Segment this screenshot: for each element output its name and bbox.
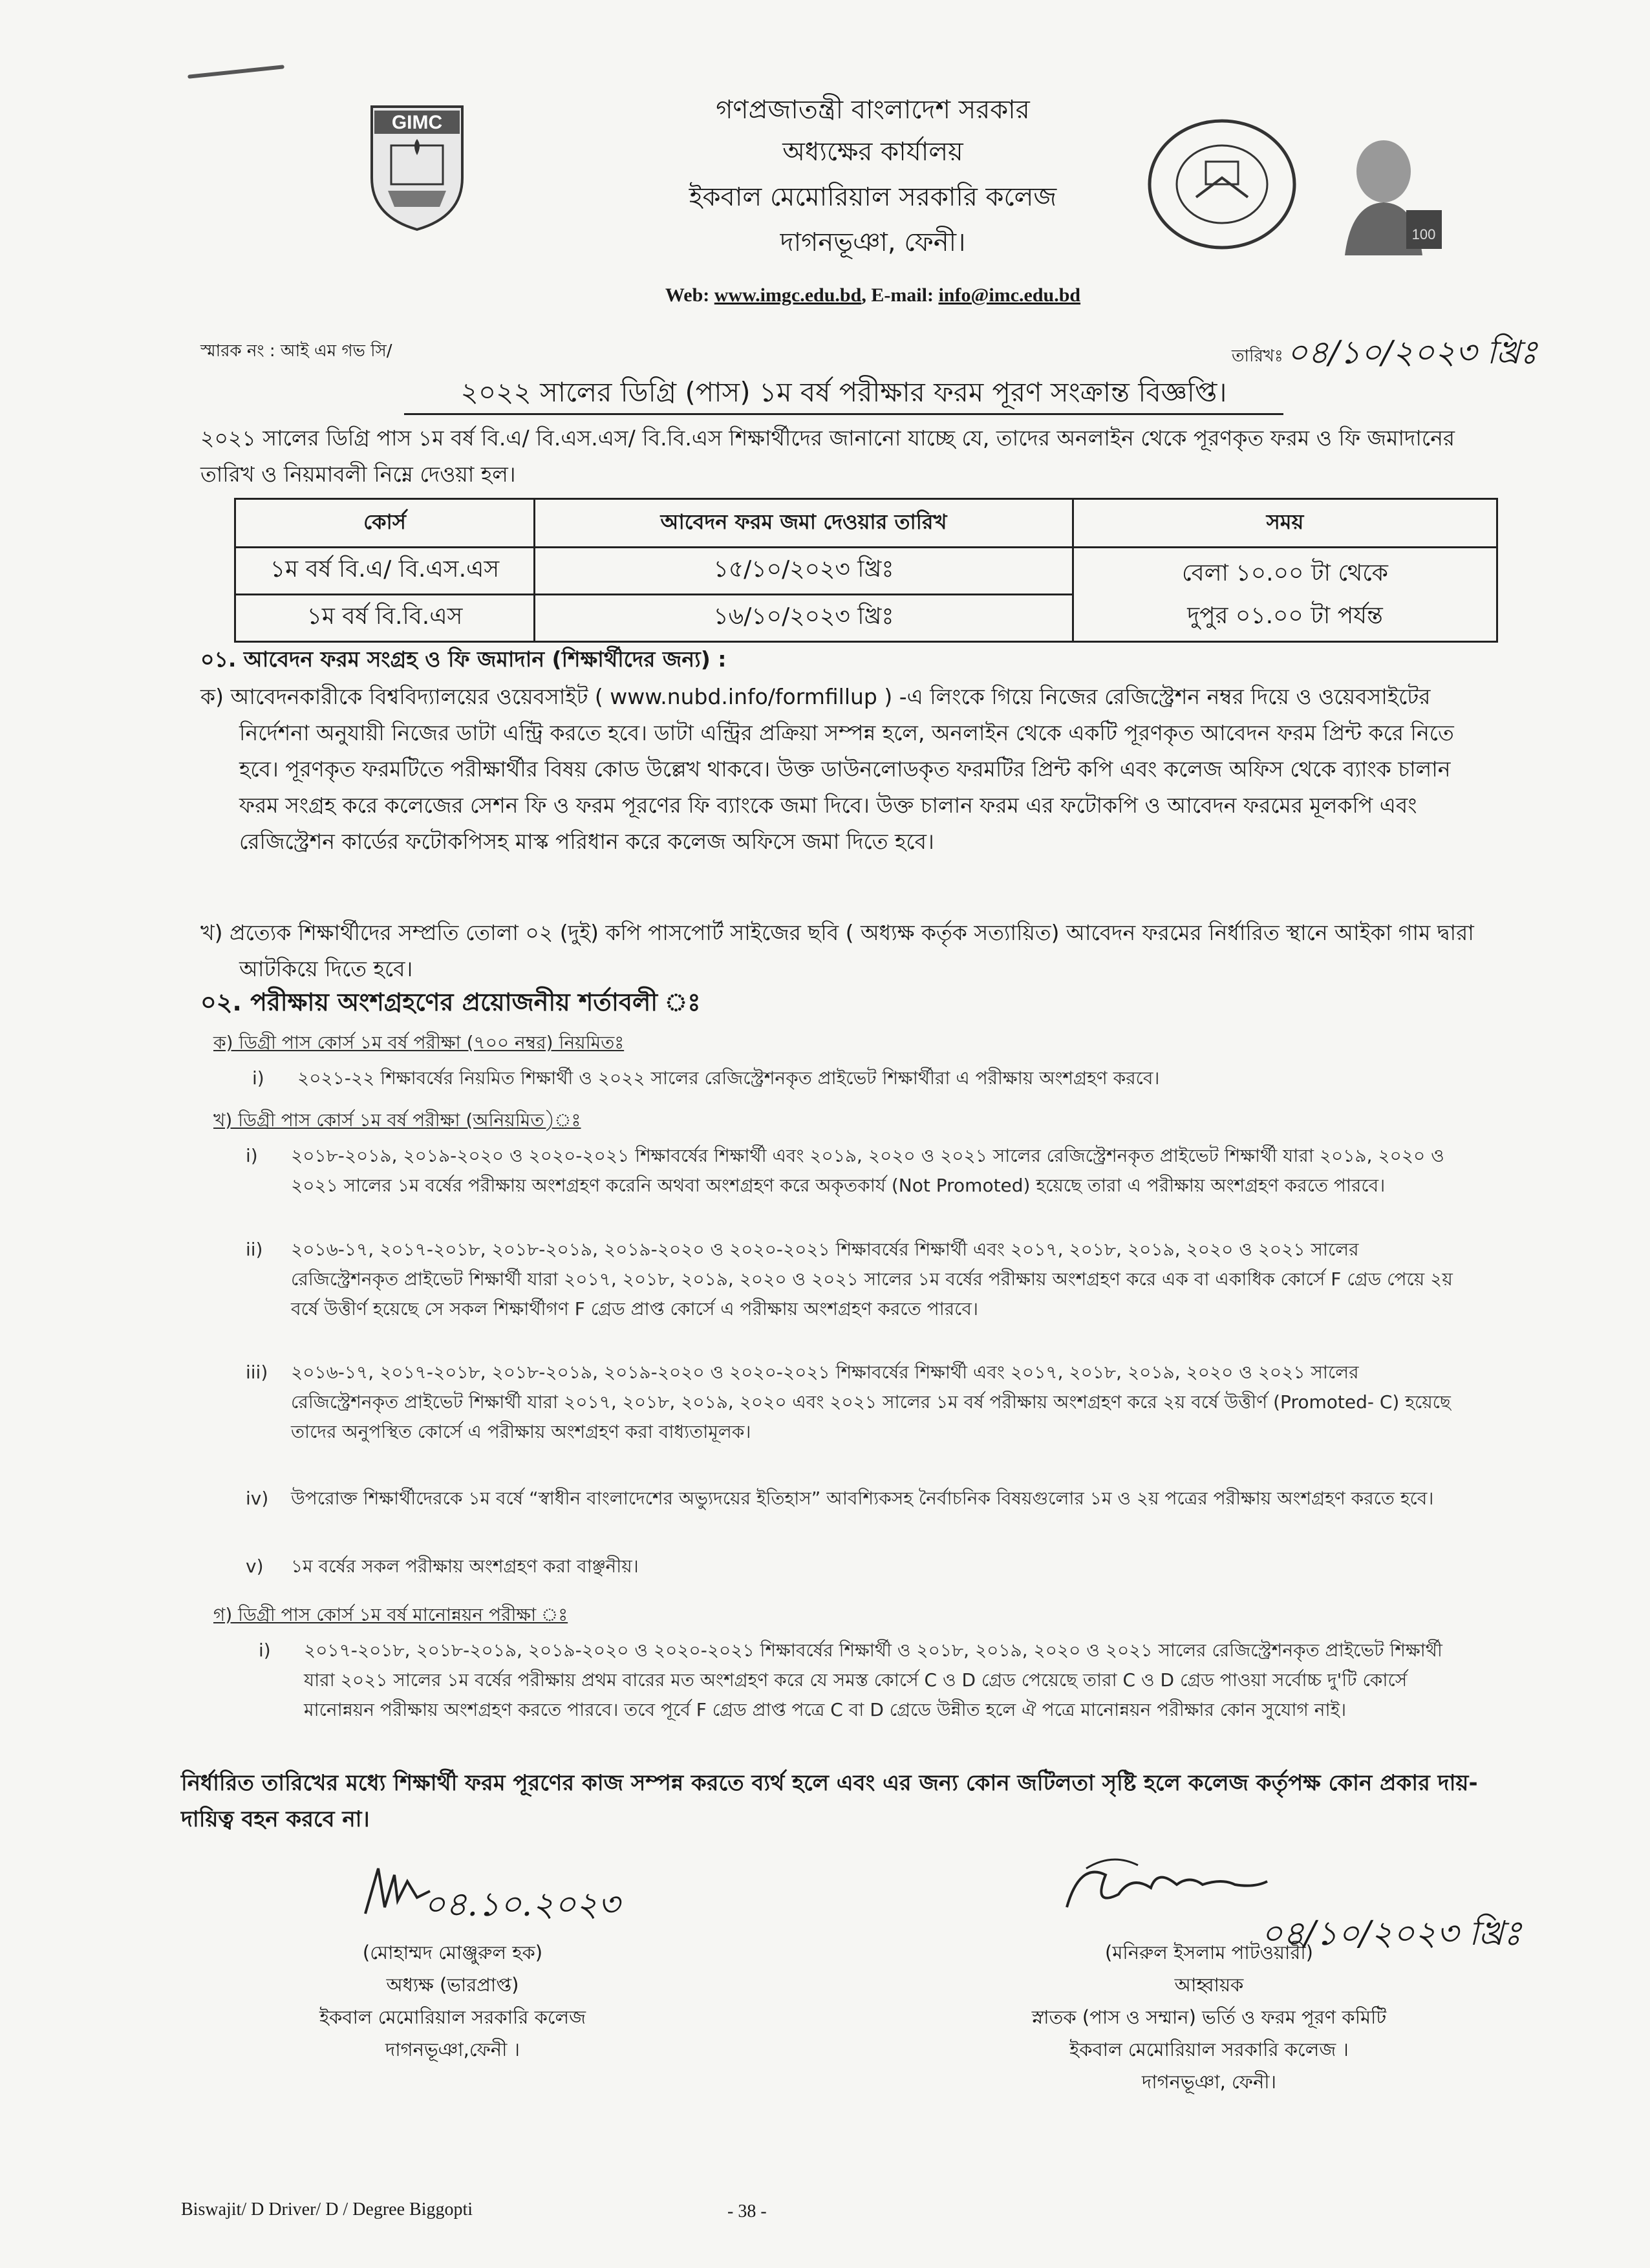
item-number: iii) bbox=[246, 1362, 268, 1383]
signatory-right bbox=[976, 1936, 1442, 2098]
notice-title: ২০২২ সালের ডিগ্রি (পাস) ১ম বর্ষ পরীক্ষার ফরম পূরণ সংক্রান্ত বিজ্ঞপ্তি। bbox=[404, 372, 1283, 415]
left-handwritten-date: ০৪.১০.২০২৩ bbox=[423, 1885, 620, 1924]
section1-heading: ০১. আবেদন ফরম সংগ্রহ ও ফি জমাদান (শিক্ষার্থীদের জন্য) : bbox=[200, 647, 727, 672]
convener-name: (মনিরুল ইসলাম পাটওয়ারী) bbox=[1105, 1942, 1313, 1963]
header-course: কোর্স bbox=[235, 499, 535, 548]
convener-org: ইকবাল মেমোরিয়াল সরকারি কলেজ । bbox=[1069, 2038, 1349, 2060]
course-cell: ১ম বর্ষ বি.এ/ বি.এস.এস bbox=[235, 548, 535, 595]
right-handwritten-date: ০৪/১০/২০২৩ খ্রিঃ bbox=[1261, 1914, 1522, 1953]
principal-place: দাগনভূঞা,ফেনী । bbox=[385, 2038, 520, 2060]
item-text: ২০১৬-১৭, ২০১৭-২০১৮, ২০১৮-২০১৯, ২০১৯-২০২০ ও ২০২০-২০২১ শিক্ষাবর্ষের শিক্ষার্থী এবং ২০১৭, ২০১৮, ২০১৯, ২০২০ ও ২০২১ সালের রেজিস্ট্রেশনকৃত প্রাইভেট শিক্ষার্থী যারা ২০১৭, ২০১৮, ২০১৯, ২০২০ ও ২০২১ সালের ১ম বর্ষের পরীক্ষায় অংশগ্রহণ করে এক বা একাধিক কোর্সে F গ্রেড পেয়ে ২য় বর্ষে উত্তীর্ণ হয়েছে সে সকল শিক্ষার্থীগণ F গ্রেড প্রাপ্ত কোর্সে এ পরীক্ষায় অংশগ্রহণ করতে পারবে। bbox=[291, 1239, 1453, 1320]
email-label: , E-mail: bbox=[861, 284, 934, 306]
logo-lettering: GIMC bbox=[391, 112, 443, 133]
list-item bbox=[246, 1358, 1461, 1447]
item-number: i) bbox=[246, 1145, 258, 1166]
time-start: বেলা ১০.০০ টা থেকে bbox=[1182, 559, 1388, 586]
course-cell: ১ম বর্ষ বি.বি.এস bbox=[235, 595, 535, 642]
header-date: আবেদন ফরম জমা দেওয়ার তারিখ bbox=[535, 499, 1073, 548]
handwritten-date: ০৪/১০/২০২৩ খ্রিঃ bbox=[1287, 334, 1538, 371]
item-text: ২০১৬-১৭, ২০১৭-২০১৮, ২০১৮-২০১৯, ২০১৯-২০২০ ও ২০২০-২০২১ শিক্ষাবর্ষের শিক্ষার্থী এবং ২০১৭, ২০১৮, ২০১৯, ২০২০ ও ২০২১ সালের রেজিস্ট্রেশনকৃত প্রাইভেট শিক্ষার্থী যারা ২০১৭, ২০১৮, ২০১৯, ২০২০ এবং ২০২১ সালের ১ম বর্ষ পরীক্ষায় অংশগ্রহণ করে ২য় বর্ষে উত্তীর্ণ (Promoted- C) হয়েছে তাদের অনুপস্থিত কোর্সে এ পরীক্ষায় অংশগ্রহণ করা বাধ্যতামূলক। bbox=[291, 1362, 1451, 1442]
staple-mark bbox=[188, 65, 284, 79]
table-row bbox=[235, 548, 1497, 595]
memo-ref: স্মারক নং : আই এম গভ সি/ bbox=[200, 341, 392, 361]
item-text: ২০২১-২২ শিক্ষাবর্ষের নিয়মিত শিক্ষার্থী ও ২০২২ সালের রেজিস্ট্রেশনকৃত প্রাইভেট শিক্ষার্থীরা এ পরীক্ষায় অংশগ্রহণ করবে। bbox=[297, 1067, 1160, 1089]
item-text: ১ম বর্ষের সকল পরীক্ষায় অংশগ্রহণ করা বাঞ্ছনীয়। bbox=[291, 1556, 639, 1577]
time-end: দুপুর ০১.০০ টা পর্যন্ত bbox=[1187, 602, 1383, 629]
list-item bbox=[246, 1484, 1461, 1514]
date-cell: ১৬/১০/২০২৩ খ্রিঃ bbox=[535, 595, 1073, 642]
item-text: ২০১৭-২০১৮, ২০১৮-২০১৯, ২০১৯-২০২০ ও ২০২০-২০২১ শিক্ষাবর্ষের শিক্ষার্থী ও ২০১৮, ২০১৯, ২০২০ ও ২০২১ সালের রেজিস্ট্রেশনকৃত প্রাইভেট শিক্ষার্থী যারা ২০২১ সালের ১ম বর্ষের পরীক্ষায় প্রথম বারের মত অংশগ্রহণ করে যে সমস্ত কোর্সে C ও D গ্রেড পেয়েছে তারা C ও D গ্রেড পাওয়া সর্বোচ্চ দু'টি কোর্সে মানোন্নয়ন পরীক্ষায় অংশগ্রহণ করতে পারবে। তবে পূর্বে F গ্রেড প্রাপ্ত পত্রে C বা D গ্রেডে উন্নীত হলে ঐ পত্রে মানোন্নয়ন পরীক্ষার কোন সুযোগ নাই। bbox=[304, 1640, 1442, 1720]
college-name: ইকবাল মেমোরিয়াল সরকারি কলেজ bbox=[689, 182, 1057, 212]
item-number: i) bbox=[252, 1067, 264, 1089]
date-label: তারিখঃ bbox=[1232, 347, 1283, 366]
education-seal bbox=[1144, 116, 1300, 252]
date-cell: ১৫/১০/২০২৩ খ্রিঃ bbox=[535, 548, 1073, 595]
item-text: ২০১৮-২০১৯, ২০১৯-২০২০ ও ২০২০-২০২১ শিক্ষাবর্ষের শিক্ষার্থী এবং ২০১৯, ২০২০ ও ২০২১ সালের রেজিস্ট্রেশনকৃত প্রাইভেট শিক্ষার্থী যারা ২০১৯, ২০২০ ও ২০২১ সালের ১ম বর্ষের পরীক্ষায় অংশগ্রহণ করেনি অথবা অংশগ্রহণ করে অকৃতকার্য (Not Promoted) হয়েছে তারা এ পরীক্ষায় অংশগ্রহণ করতে পারবে। bbox=[291, 1145, 1444, 1196]
office-name: অধ্যক্ষের কার্যালয় bbox=[782, 137, 963, 167]
list-item bbox=[246, 1552, 1461, 1581]
item-number: iv) bbox=[246, 1488, 269, 1509]
principal-org: ইকবাল মেমোরিয়াল সরকারি কলেজ bbox=[319, 2006, 586, 2028]
college-logo bbox=[365, 94, 469, 233]
section2-kha-heading: খ) ডিগ্রী পাস কোর্স ১ম বর্ষ পরীক্ষা (অনিয়মিত)ঃ bbox=[213, 1109, 581, 1131]
convener-title: আহ্বায়ক bbox=[1174, 1974, 1244, 1996]
signature-right bbox=[1060, 1849, 1274, 1927]
item-number: i) bbox=[259, 1640, 271, 1661]
list-item bbox=[246, 1141, 1461, 1201]
principal-title: অধ্যক্ষ (ভারপ্রাপ্ত) bbox=[386, 1974, 519, 1996]
item-number: v) bbox=[246, 1556, 264, 1577]
schedule-table bbox=[234, 498, 1498, 643]
web-label: Web: bbox=[665, 284, 710, 306]
section1-item-kha: খ) প্রত্যেক শিক্ষার্থীদের সম্প্রতি তোলা ০২ (দুই) কপি পাসপোর্ট সাইজের ছবি ( অধ্যক্ষ কর্তৃক সত্যায়িত) আবেদন ফরমের নির্ধারিত স্থানে আইকা গাম দ্বারা আটকিয়ে দিতে হবে। bbox=[200, 920, 1474, 981]
web-url[interactable]: www.imgc.edu.bd bbox=[714, 284, 862, 306]
section1-item-ka: ক) আবেদনকারীকে বিশ্ববিদ্যালয়ের ওয়েবসাইট ( www.nubd.info/formfillup ) -এ লিংকে গিয়ে নিজের রেজিস্ট্রেশন নম্বর দিয়ে ও ওয়েবসাইটের নির্দেশনা অনুযায়ী নিজের ডাটা এন্ট্রি করতে হবে। ডাটা এন্ট্রির প্রক্রিয়া সম্পন্ন হলে, অনলাইন থেকে একটি পূরণকৃত আবেদন ফরম প্রিন্ট করে নিতে হবে। পূরণকৃত ফরমটিতে পরীক্ষার্থীর বিষয় কোড উল্লেখ থাকবে। উক্ত ডাউনলোডকৃত ফরমটির প্রিন্ট কপি এবং কলেজ অফিস থেকে ব্যাংক চালান ফরম সংগ্রহ করে কলেজের সেশন ফি ও ফরম পূরণের ফি ব্যাংকে জমা দিবে। উক্ত চালান ফরম এর ফটোকপি ও আবেদন ফরমের মূলকপি এবং রেজিস্ট্রেশন কার্ডের ফটোকপিসহ মাস্ক পরিধান করে কলেজ অফিসে জমা দিতে হবে। bbox=[200, 684, 1454, 854]
list-item bbox=[259, 1636, 1461, 1725]
list-item bbox=[246, 1235, 1461, 1324]
item-text: উপরোক্ত শিক্ষার্থীদেরকে ১ম বর্ষে “স্বাধীন বাংলাদেশের অভ্যুদয়ের ইতিহাস” আবশ্যিকসহ নৈর্বাচনিক বিষয়গুলোর ১ম ও ২য় পত্রের পরীক্ষায় অংশগ্রহণ করতে হবে। bbox=[291, 1488, 1434, 1509]
principal-name: (মোহাম্মদ মোঞ্জুরুল হক) bbox=[362, 1942, 543, 1963]
convener-committee: স্নাতক (পাস ও সম্মান) ভর্তি ও ফরম পূরণ কমিটি bbox=[1031, 2006, 1387, 2028]
web-contact-line bbox=[517, 284, 1228, 306]
section2-ga-heading: গ) ডিগ্রী পাস কোর্স ১ম বর্ষ মানোন্নয়ন পরীক্ষা ঃ bbox=[213, 1604, 568, 1625]
convener-place: দাগনভূঞা, ফেনী। bbox=[1142, 2071, 1276, 2093]
list-item bbox=[252, 1064, 1481, 1093]
section2-heading: ০২. পরীক্ষায় অংশগ্রহণের প্রয়োজনীয় শর্তাবলী ঃ bbox=[200, 988, 701, 1016]
govt-name: গণপ্রজাতন্ত্রী বাংলাদেশ সরকার bbox=[716, 95, 1030, 125]
college-location: দাগনভূঞা, ফেনী। bbox=[780, 228, 966, 257]
time-cell bbox=[1073, 548, 1497, 642]
footer-file-path: Biswajit/ D Driver/ D / Degree Biggopti bbox=[181, 2199, 473, 2220]
intro-paragraph: ২০২১ সালের ডিগ্রি পাস ১ম বর্ষ বি.এ/ বি.এস.এস/ বি.বি.এস শিক্ষার্থীদের জানানো যাচ্ছে যে, তাদের অনলাইন থেকে পূরণকৃত ফরম ও ফি জমাদানের তারিখ ও নিয়মাবলী নিম্নে দেওয়া হল। bbox=[200, 425, 1455, 487]
warning-note: নির্ধারিত তারিখের মধ্যে শিক্ষার্থী ফরম পূরণের কাজ সম্পন্ন করতে ব্যর্থ হলে এবং এর জন্য কোন জটিলতা সৃষ্টি হলে কলেজ কর্তৃপক্ষ কোন প্রকার দায়-দায়িত্ব বহন করবে না। bbox=[181, 1770, 1478, 1832]
header-time: সময় bbox=[1073, 499, 1497, 548]
table-header-row bbox=[235, 499, 1497, 548]
portrait-logo bbox=[1332, 133, 1445, 255]
page-number: - 38 - bbox=[727, 2201, 767, 2221]
section2-ka-heading: ক) ডিগ্রী পাস কোর্স ১ম বর্ষ পরীক্ষা (৭০০ নম্বর) নিয়মিতঃ bbox=[213, 1032, 625, 1053]
svg-text:100: 100 bbox=[1411, 226, 1436, 242]
email-address[interactable]: info@imc.edu.bd bbox=[938, 284, 1081, 306]
item-number: ii) bbox=[246, 1239, 263, 1260]
signatory-left bbox=[272, 1936, 634, 2066]
